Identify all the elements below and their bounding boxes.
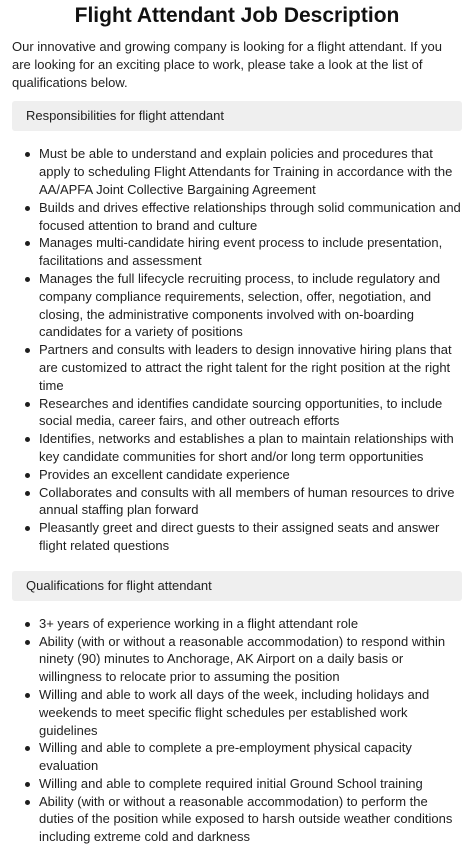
responsibility-item: Pleasantly greet and direct guests to their assigned seats and answer flight related questions [39,519,462,555]
qualification-item: Willing and able to complete required initial Ground School training [39,775,462,793]
qualification-item: Willing and able to complete a pre-employment physical capacity evaluation [39,739,462,775]
responsibility-item: Researches and identifies candidate sourcing opportunities, to include social media, career fairs, and other outreach efforts [39,395,462,431]
responsibility-item: Collaborates and consults with all members of human resources to drive annual staffing plan forward [39,484,462,520]
responsibility-item: Identifies, networks and establishes a plan to maintain relationships with key candidate communities for short and/or long term opportunities [39,430,462,466]
qualifications-heading: Qualifications for flight attendant [12,571,462,601]
responsibilities-list [12,145,462,554]
responsibility-item: Provides an excellent candidate experience [39,466,462,484]
qualification-item: 3+ years of experience working in a flight attendant role [39,615,462,633]
qualification-item: Ability (with or without a reasonable accommodation) to respond within ninety (90) minutes to Anchorage, AK Airport on a daily basis or willingness to relocate prior to assuming the position [39,633,462,686]
responsibilities-heading: Responsibilities for flight attendant [12,101,462,131]
qualification-item: Ability (with or without a reasonable accommodation) to perform the duties of the position while exposed to harsh outside weather conditions including extreme cold and darkness [39,793,462,846]
responsibility-item: Partners and consults with leaders to design innovative hiring plans that are customized to attract the right talent for the right position at the right time [39,341,462,394]
page-title: Flight Attendant Job Description [74,4,400,27]
qualifications-list [12,615,462,846]
responsibility-item: Manages multi-candidate hiring event process to include presentation, facilitations and assessment [39,234,462,270]
responsibility-item: Builds and drives effective relationships through solid communication and focused attention to brand and culture [39,199,461,233]
responsibility-item: Manages the full lifecycle recruiting process, to include regulatory and company compliance requirements, selection, offer, negotiation, and closing, the administrative components involved with on-boarding candidates for a variety of positions [39,270,462,341]
responsibility-item: Must be able to understand and explain policies and procedures that apply to scheduling Flight Attendants for Training in accordance with the AA/APFA Joint Collective Bargaining Agreement [39,145,462,198]
intro-paragraph: Our innovative and growing company is looking for a flight attendant. If you are looking for an exciting place to work, please take a look at the list of qualifications below. [12,39,442,90]
qualification-item: Willing and able to work all days of the week, including holidays and weekends to meet specific flight schedules per established work guidelines [39,686,462,739]
